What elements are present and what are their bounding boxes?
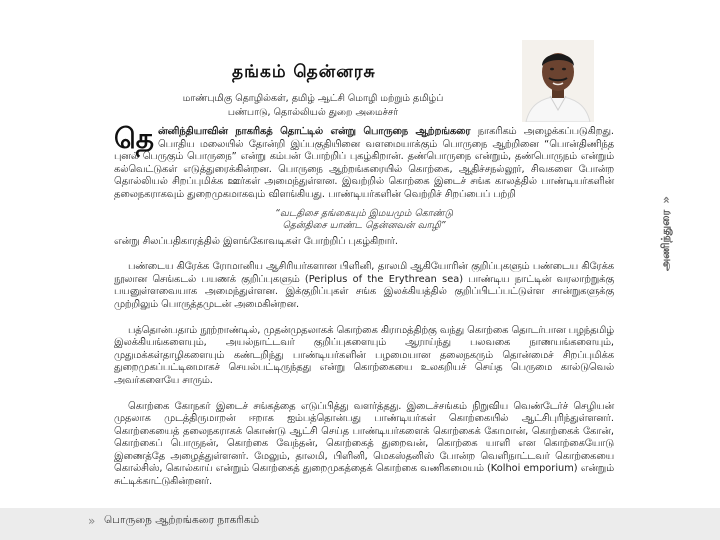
section-side-tab [650,196,682,326]
verse-line: தென்திசை யாண்ட தென்னவன் வாழி” [282,219,446,231]
double-chevron-icon: » [88,514,96,528]
paragraph-text: நாகரிகம் அழைக்கப்படுகிறது. பொதிய மலையில் தோன்றி இப்பகுதியினை வளமையாக்கும் பொருநை ஆற்றினை “பொன்திணிந்த புனல் பெருகும் பொருநை” என்று கம்பன் போற்றிப் புகழ்கிறான். தண்பொருநை என்றும், தண்பொருநம் என்றும் கல்வெட்டுகள் எடுத்துரைக்கின்றன. பொருநை ஆற்றங்கரையில் கொற்கை, ஆதிச்சநல்லூர், சிவகளை போன்ற தொல்லியல் சிறப்புமிக்க ஊர்கள் அமைந்துள்ளன. இவற்றில் கொற்கை இடைச் சங்க காலத்தில் பாண்டியர்களின் தலைநகராகவும் துறைமுகமாகவும் விளங்கியது. பாண்டியர்களின் வெற்றிச் சிறப்பைப் பற்றி [114,126,614,200]
page-footer [0,508,720,540]
verse-line: “வடதிசை தங்கையும் இமயமும் கொண்டு [275,207,453,219]
author-photo [522,40,594,122]
verse-quote [114,208,614,232]
footer-book-title: பொருநை ஆற்றங்கரை நாகரிகம் [104,514,260,526]
paragraph: பத்தொன்பதாம் நூற்றாண்டில், முதன்முதலாகக் கொற்கை கிராமத்திற்கு வந்து கொற்கை தொடர்பான பழந்தமிழ் இலக்கியங்களையும், அயல்நாட்டவர் குறிப்புகளையும் ஆராய்ந்து பலவகை நாணயங்களையும், முதுமக்கள்தாழிகளையும் கண்டறிந்து பாண்டியர்களின் பழமையான தலைநகரும் தொன்மைச் சிறப்புமிக்க துறைமுகப்பட்டினமாகச் செயல்பட்டிருந்தது என்று கொற்கையை உலகறியச் செய்த பெருமை கால்டுவெல் அவர்களையே சாரும். [114,324,614,386]
portrait-image [522,40,594,122]
drop-cap: தெ [114,122,155,155]
author-name: தங்கம் தென்னரசு [232,62,376,82]
lead-text: ன்னிந்தியாவின் நாகரிகத் தொட்டில் என்று பொருநை ஆற்றங்கரை [158,126,471,137]
paragraph [114,122,614,202]
paragraph: பண்டைய கிரேக்க ரோமானிய ஆசிரியர்களான பிளினி, தாலமி ஆகியோரின் குறிப்புகளும் பண்டைய கிரேக்க நூலான செங்கடல் பயணக் குறிப்புகளும் (Periplus of the Erythrean sea) பாண்டிய நாட்டின் வரலாற்றுக்கு பயனுள்ளவையாக அமைந்துள்ளன. இக்குறிப்புகள் சங்க இலக்கியத்தில் குறிப்பிடப்பட்டுள்ள சான்றுகளுக்கு முற்றிலும் பொருத்தமுடன் அமைகின்றன. [114,261,614,310]
author-designation-line: பண்பாடு, தொல்லியல் துறை அமைச்சர் [227,107,399,118]
author-designation [128,92,498,120]
foreword-body [114,122,614,489]
paragraph: கொற்கை கோநகர் இடைச் சங்கத்தை எடுப்பித்து வளர்த்தது. இடைச்சங்கம் நிறுவிய வெண்டேர்ச் செழியன் முதலாக முடத்திருமாறன் ஈறாக ஐம்பத்தொன்பது பாண்டியர்கள் கொற்கையில் ஆட்சிபுரிந்துள்ளனர். கொற்கையைத் தலைநகராகக் கொண்டு ஆட்சி செய்த பாண்டியர்களைக் கொற்கைக் கோமான், கொற்கைக் கோன், கொற்கைப் பொருநன், கொற்கை வேந்தன், கொற்கைத் துறைவன், கொற்கை யாளி என கொற்கையோடு இணைத்தே அழைத்துள்ளனர். மேலும், தாலமி, பிளினி, மெகஸ்தனிஸ் போன்ற வெளிநாட்டவர் கொற்கையை கொல்சிஸ், கொல்காய் என்றும் கொற்கைத் துறைமுகத்தைக் கொற்கை வணிகமையம் (Kolhoi emporium) என்றும் சுட்டிக்காட்டுகின்றனர். [114,400,614,488]
side-tab-label-wrap [650,196,682,326]
double-chevron-icon: » [659,196,673,204]
side-tab-label: அணிந்துரை [658,209,672,272]
paragraph: என்று சிலப்பதிகாரத்தில் இளங்கோவடிகள் போற்றிப் புகழ்கிறார். [114,235,398,247]
author-designation-line: மாண்புமிகு தொழில்கள், தமிழ் ஆட்சி மொழி மற்றும் தமிழ்ப் [182,93,444,104]
